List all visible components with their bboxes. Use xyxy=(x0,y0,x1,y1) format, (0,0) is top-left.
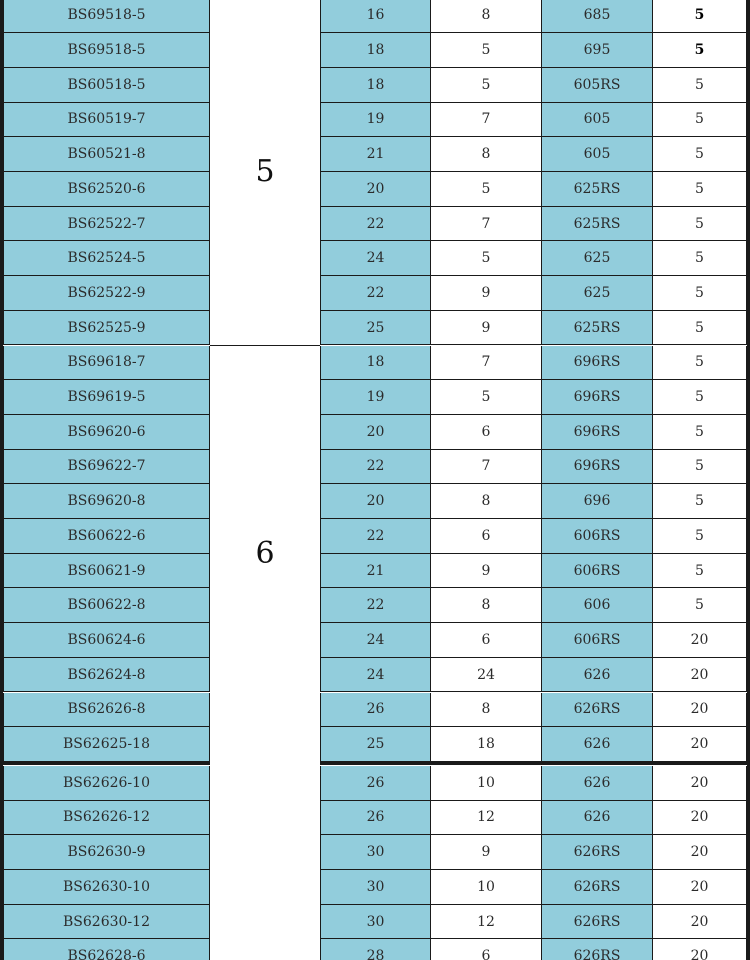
width-cell: 9 xyxy=(431,276,542,311)
quantity-cell: 5 xyxy=(653,588,747,623)
width-cell: 7 xyxy=(431,207,542,242)
table-row xyxy=(0,905,750,940)
bearing-ref-cell: 606RS xyxy=(542,554,653,589)
bearing-ref-cell: 696RS xyxy=(542,450,653,485)
outer-diameter-cell: 18 xyxy=(320,68,431,103)
outer-diameter-cell: 24 xyxy=(320,623,431,658)
model-code-cell: BS60622-8 xyxy=(3,588,210,623)
width-cell: 7 xyxy=(431,103,542,138)
table-row xyxy=(0,554,750,589)
table-row xyxy=(0,693,750,728)
outer-diameter-cell: 20 xyxy=(320,484,431,519)
quantity-cell: 20 xyxy=(653,693,747,728)
quantity-cell: 5 xyxy=(653,380,747,415)
model-code-cell: BS62520-6 xyxy=(3,172,210,207)
model-code-cell: BS60518-5 xyxy=(3,68,210,103)
table-row xyxy=(0,33,750,68)
bearing-ref-cell: 626RS xyxy=(542,870,653,905)
table-row xyxy=(0,172,750,207)
bearing-ref-cell: 626RS xyxy=(542,835,653,870)
model-code-cell: BS62522-7 xyxy=(3,207,210,242)
width-cell: 6 xyxy=(431,415,542,450)
table-row xyxy=(0,380,750,415)
bearing-ref-cell: 626RS xyxy=(542,905,653,940)
table-row xyxy=(0,519,750,554)
model-code-cell: BS69619-5 xyxy=(3,380,210,415)
model-code-cell: BS62624-8 xyxy=(3,658,210,693)
outer-diameter-cell: 18 xyxy=(320,33,431,68)
outer-diameter-cell: 25 xyxy=(320,311,431,346)
outer-diameter-cell: 22 xyxy=(320,207,431,242)
bearing-ref-cell: 696RS xyxy=(542,380,653,415)
quantity-cell: 5 xyxy=(653,519,747,554)
model-code-cell: BS69620-8 xyxy=(3,484,210,519)
quantity-cell: 20 xyxy=(653,905,747,940)
table-row xyxy=(0,346,750,381)
section-divider xyxy=(320,762,750,765)
width-cell: 5 xyxy=(431,380,542,415)
outer-diameter-cell: 16 xyxy=(320,0,431,33)
outer-diameter-cell: 30 xyxy=(320,835,431,870)
bearing-ref-cell: 626 xyxy=(542,766,653,801)
shaft-size-group-cell: 6 xyxy=(210,346,320,762)
group-column-continuation xyxy=(210,762,320,960)
model-code-cell: BS69518-5 xyxy=(3,0,210,33)
width-cell: 7 xyxy=(431,346,542,381)
bearing-ref-cell: 605 xyxy=(542,137,653,172)
width-cell: 7 xyxy=(431,450,542,485)
table-row xyxy=(0,623,750,658)
bearing-ref-cell: 696 xyxy=(542,484,653,519)
model-code-cell: BS62524-5 xyxy=(3,241,210,276)
quantity-cell: 5 xyxy=(653,311,747,346)
outer-diameter-cell: 21 xyxy=(320,137,431,172)
bearing-ref-cell: 606 xyxy=(542,588,653,623)
width-cell: 12 xyxy=(431,905,542,940)
table-row xyxy=(0,415,750,450)
model-code-cell: BS62625-18 xyxy=(3,727,210,762)
bearing-ref-cell: 685 xyxy=(542,0,653,33)
bearing-ref-cell: 625RS xyxy=(542,311,653,346)
table-row xyxy=(0,801,750,836)
width-cell: 8 xyxy=(431,693,542,728)
table-row xyxy=(0,276,750,311)
table-row xyxy=(0,588,750,623)
model-code-cell: BS62630-10 xyxy=(3,870,210,905)
width-cell: 8 xyxy=(431,0,542,33)
quantity-cell: 20 xyxy=(653,939,747,960)
model-code-cell: BS69620-6 xyxy=(3,415,210,450)
width-cell: 6 xyxy=(431,939,542,960)
table-row xyxy=(0,0,750,33)
model-code-cell: BS60622-6 xyxy=(3,519,210,554)
outer-diameter-cell: 24 xyxy=(320,658,431,693)
outer-diameter-cell: 30 xyxy=(320,905,431,940)
bearing-ref-cell: 625RS xyxy=(542,207,653,242)
quantity-cell: 5 xyxy=(653,137,747,172)
outer-diameter-cell: 19 xyxy=(320,380,431,415)
model-code-cell: BS62522-9 xyxy=(3,276,210,311)
bearing-ref-cell: 696RS xyxy=(542,346,653,381)
quantity-cell: 20 xyxy=(653,727,747,762)
width-cell: 12 xyxy=(431,801,542,836)
table-row xyxy=(0,241,750,276)
width-cell: 5 xyxy=(431,68,542,103)
quantity-cell: 5 xyxy=(653,554,747,589)
quantity-cell: 5 xyxy=(653,346,747,381)
table-row xyxy=(0,68,750,103)
table-row xyxy=(0,484,750,519)
table-row xyxy=(0,137,750,172)
model-code-cell: BS60519-7 xyxy=(3,103,210,138)
outer-diameter-cell: 22 xyxy=(320,588,431,623)
bearing-ref-cell: 696RS xyxy=(542,415,653,450)
table-row xyxy=(0,727,750,762)
outer-diameter-cell: 21 xyxy=(320,554,431,589)
bearing-ref-cell: 606RS xyxy=(542,519,653,554)
width-cell: 5 xyxy=(431,172,542,207)
table-row xyxy=(0,207,750,242)
bearing-ref-cell: 626 xyxy=(542,727,653,762)
bearing-ref-cell: 625 xyxy=(542,276,653,311)
table-row xyxy=(0,103,750,138)
model-code-cell: BS60621-9 xyxy=(3,554,210,589)
quantity-cell: 5 xyxy=(653,241,747,276)
width-cell: 8 xyxy=(431,484,542,519)
quantity-cell: 5 xyxy=(653,172,747,207)
quantity-cell: 20 xyxy=(653,870,747,905)
width-cell: 5 xyxy=(431,33,542,68)
model-code-cell: BS62626-10 xyxy=(3,766,210,801)
outer-diameter-cell: 28 xyxy=(320,939,431,960)
outer-diameter-cell: 30 xyxy=(320,870,431,905)
model-code-cell: BS69618-7 xyxy=(3,346,210,381)
shaft-size-group-cell: 5 xyxy=(210,0,320,346)
quantity-cell: 20 xyxy=(653,766,747,801)
quantity-cell: 5 xyxy=(653,484,747,519)
bearing-ref-cell: 626RS xyxy=(542,939,653,960)
outer-diameter-cell: 19 xyxy=(320,103,431,138)
bearing-ref-cell: 605 xyxy=(542,103,653,138)
model-code-cell: BS62525-9 xyxy=(3,311,210,346)
bearing-ref-cell: 626 xyxy=(542,801,653,836)
width-cell: 18 xyxy=(431,727,542,762)
bearing-ref-cell: 695 xyxy=(542,33,653,68)
width-cell: 10 xyxy=(431,870,542,905)
bearing-ref-cell: 606RS xyxy=(542,623,653,658)
bearing-ref-cell: 605RS xyxy=(542,68,653,103)
outer-diameter-cell: 20 xyxy=(320,415,431,450)
width-cell: 8 xyxy=(431,588,542,623)
outer-diameter-cell: 18 xyxy=(320,346,431,381)
width-cell: 10 xyxy=(431,766,542,801)
width-cell: 6 xyxy=(431,623,542,658)
model-code-cell: BS69518-5 xyxy=(3,33,210,68)
quantity-cell: 5 xyxy=(653,207,747,242)
quantity-cell: 5 xyxy=(653,33,747,68)
width-cell: 5 xyxy=(431,241,542,276)
section-divider xyxy=(0,762,210,765)
model-code-cell: BS69622-7 xyxy=(3,450,210,485)
quantity-cell: 5 xyxy=(653,415,747,450)
outer-diameter-cell: 24 xyxy=(320,241,431,276)
outer-diameter-cell: 25 xyxy=(320,727,431,762)
model-code-cell: BS62628-6 xyxy=(3,939,210,960)
quantity-cell: 5 xyxy=(653,450,747,485)
width-cell: 9 xyxy=(431,835,542,870)
model-code-cell: BS60624-6 xyxy=(3,623,210,658)
quantity-cell: 5 xyxy=(653,276,747,311)
model-code-cell: BS62626-8 xyxy=(3,693,210,728)
table-row xyxy=(0,450,750,485)
bearing-ref-cell: 626RS xyxy=(542,693,653,728)
left-border xyxy=(0,0,3,960)
bearing-ref-cell: 625 xyxy=(542,241,653,276)
table-row xyxy=(0,835,750,870)
table-row xyxy=(0,870,750,905)
table-row xyxy=(0,939,750,960)
bearing-ref-cell: 626 xyxy=(542,658,653,693)
table-row xyxy=(0,311,750,346)
outer-diameter-cell: 22 xyxy=(320,519,431,554)
width-cell: 9 xyxy=(431,554,542,589)
table-row xyxy=(0,766,750,801)
width-cell: 24 xyxy=(431,658,542,693)
quantity-cell: 20 xyxy=(653,835,747,870)
quantity-cell: 5 xyxy=(653,0,747,33)
width-cell: 8 xyxy=(431,137,542,172)
outer-diameter-cell: 22 xyxy=(320,276,431,311)
model-code-cell: BS62626-12 xyxy=(3,801,210,836)
quantity-cell: 20 xyxy=(653,658,747,693)
quantity-cell: 20 xyxy=(653,623,747,658)
outer-diameter-cell: 26 xyxy=(320,766,431,801)
quantity-cell: 20 xyxy=(653,801,747,836)
model-code-cell: BS60521-8 xyxy=(3,137,210,172)
table-row xyxy=(0,658,750,693)
quantity-cell: 5 xyxy=(653,103,747,138)
outer-diameter-cell: 26 xyxy=(320,693,431,728)
width-cell: 9 xyxy=(431,311,542,346)
outer-diameter-cell: 26 xyxy=(320,801,431,836)
width-cell: 6 xyxy=(431,519,542,554)
outer-diameter-cell: 20 xyxy=(320,172,431,207)
quantity-cell: 5 xyxy=(653,68,747,103)
model-code-cell: BS62630-9 xyxy=(3,835,210,870)
model-code-cell: BS62630-12 xyxy=(3,905,210,940)
outer-diameter-cell: 22 xyxy=(320,450,431,485)
bearing-ref-cell: 625RS xyxy=(542,172,653,207)
